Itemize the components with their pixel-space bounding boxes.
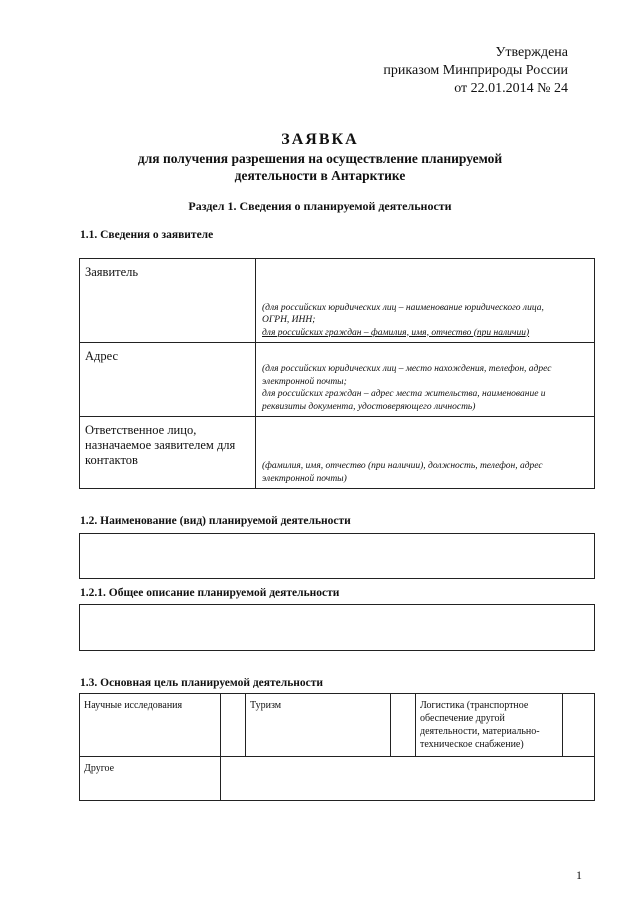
option-logistics-label: Логистика (транспортное обеспечение другой деятельности, материально-техническое снабжение) [416, 694, 563, 757]
section-1-title: Раздел 1. Сведения о планируемой деятельности [188, 199, 452, 213]
option-logistics-checkbox[interactable] [563, 694, 595, 757]
document-title: ЗАЯВКА [281, 131, 359, 148]
hint-line: для российских граждан – фамилия, имя, отчество (при наличии) [262, 327, 530, 338]
approval-line-3: от 22.01.2014 № 24 [454, 81, 568, 96]
option-tourism-checkbox[interactable] [391, 694, 416, 757]
heading-1-1: 1.1. Сведения о заявителе [80, 229, 214, 241]
purpose-options-row [80, 694, 595, 757]
address-label: Адрес [80, 343, 256, 417]
applicant-label: Заявитель [80, 259, 256, 343]
document-subtitle [0, 150, 640, 184]
activity-description-field[interactable] [79, 604, 595, 651]
other-field[interactable] [221, 757, 595, 801]
hint-line: для российских граждан – адрес места жительства, наименование и [262, 389, 546, 399]
hint-line: (для российских юридических лиц – наименование юридического лица, [262, 302, 544, 313]
applicant-hint [262, 302, 588, 340]
option-tourism-label: Туризм [246, 694, 391, 757]
subtitle-line-2: деятельности в Антарктике [234, 168, 406, 183]
applicant-row [80, 259, 595, 343]
hint-line: реквизиты документа, удостоверяющего личность) [262, 401, 476, 412]
contact-hint [262, 460, 588, 485]
subtitle-line-1: для получения разрешения на осуществление планируемой [137, 151, 503, 166]
approval-block [383, 44, 568, 98]
contact-row [80, 417, 595, 489]
address-row [80, 343, 595, 417]
applicant-field[interactable] [256, 259, 595, 343]
contact-label: Ответственное лицо, назначаемое заявителем для контактов [80, 417, 256, 489]
hint-line: электронной почты) [262, 473, 347, 484]
activity-name-field[interactable] [79, 533, 595, 579]
purpose-table [79, 693, 595, 801]
heading-1-3: 1.3. Основная цель планируемой деятельности [80, 677, 324, 689]
hint-line: ОГРН, ИНН; [262, 315, 316, 325]
contact-field[interactable] [256, 417, 595, 489]
hint-line: (для российских юридических лиц – место нахождения, телефон, адрес [262, 364, 552, 374]
other-label: Другое [80, 757, 221, 801]
page-number: 1 [576, 868, 582, 882]
option-research-label: Научные исследования [80, 694, 221, 757]
heading-1-2: 1.2. Наименование (вид) планируемой деятельности [80, 515, 351, 527]
hint-line: (фамилия, имя, отчество (при наличии), должность, телефон, адрес [262, 461, 543, 471]
address-hint [262, 363, 588, 413]
purpose-other-row [80, 757, 595, 801]
option-research-checkbox[interactable] [221, 694, 246, 757]
applicant-table [79, 258, 595, 489]
heading-1-2-1: 1.2.1. Общее описание планируемой деятельности [80, 587, 340, 599]
approval-line-1: Утверждена [495, 45, 568, 60]
approval-line-2: приказом Минприроды России [383, 63, 568, 78]
hint-line: электронной почты; [262, 376, 347, 387]
address-field[interactable] [256, 343, 595, 417]
